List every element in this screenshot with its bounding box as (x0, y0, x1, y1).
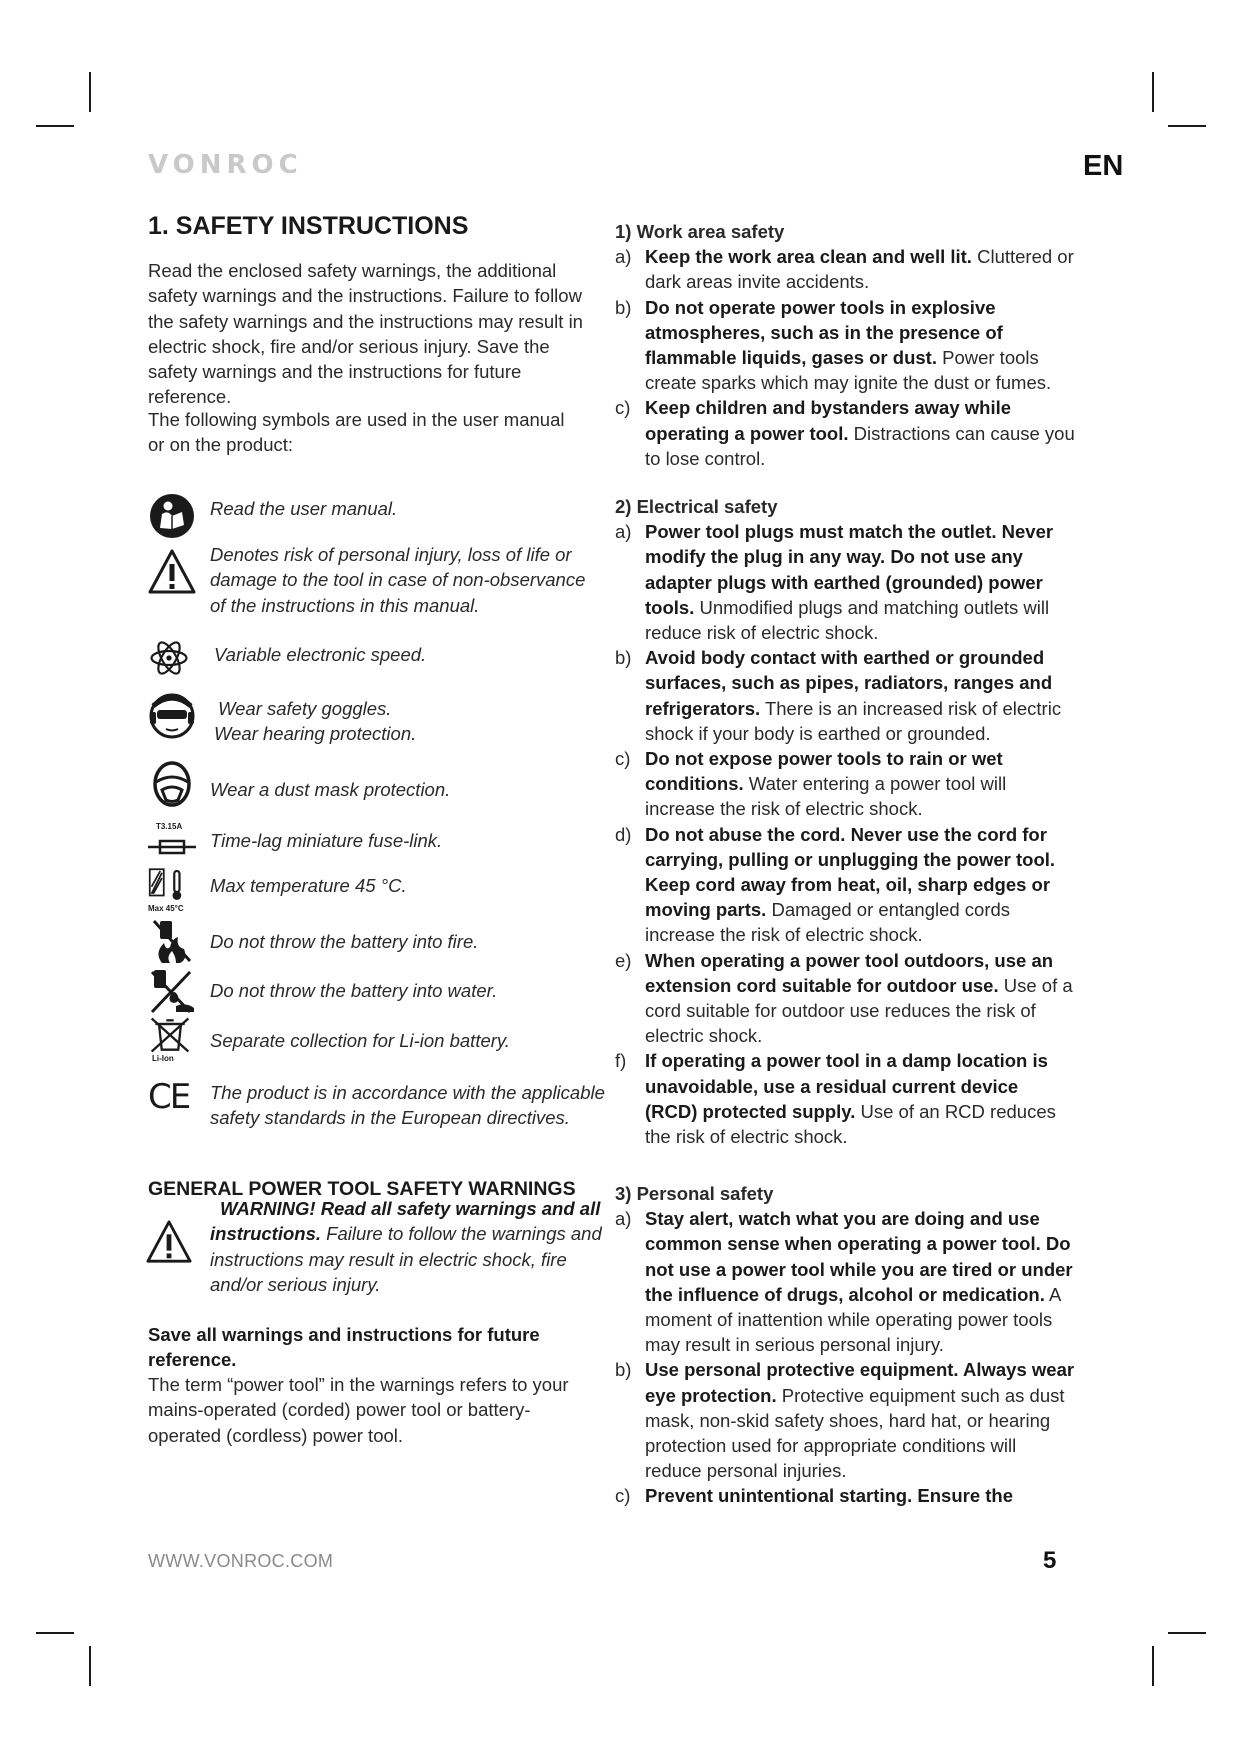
symbol-description: Separate collection for Li-ion battery. (210, 1030, 510, 1051)
symbol-row (148, 1016, 608, 1066)
goggles-ear-protection-icon (148, 692, 196, 740)
weee-bin-label: Li-Ion (152, 1054, 174, 1063)
list-item: a) Power tool plugs must match the outlet. Never modify the plug in any way. Do not use any adapter plugs with earthed (grounded) power tools. Unmodified plugs and matching outlets will reduce risk of electric shock. (615, 521, 1054, 644)
brand-logo: VONROC (148, 150, 303, 180)
general-warning-text (210, 1196, 605, 1297)
symbol-row (148, 867, 608, 917)
no-fire-icon (148, 917, 196, 965)
symbol-description: Max temperature 45 °C. (210, 875, 407, 896)
section-heading: 2) Electrical safety (615, 496, 778, 517)
general-warnings-heading: GENERAL POWER TOOL SAFETY WARNINGS (148, 1178, 576, 1200)
list-item: c) Prevent unintentional starting. Ensure the (615, 1485, 1013, 1507)
symbol-description: The product is in accordance with the applicable safety standards in the European directives. (210, 1082, 605, 1129)
page-title: 1. SAFETY INSTRUCTIONS (148, 212, 469, 240)
work-area-section (615, 219, 1075, 471)
symbol-row (148, 692, 608, 748)
symbol-description: Variable electronic speed. (214, 644, 427, 665)
symbol-description: Time-lag miniature fuse-link. (210, 830, 443, 851)
max-temperature-icon (148, 867, 196, 917)
fuse-icon (148, 822, 196, 862)
ce-mark-icon: CE (148, 1077, 190, 1117)
symbol-row (148, 492, 608, 540)
symbol-row (148, 966, 608, 1011)
symbol-description: Wear safety goggles. (218, 698, 392, 719)
crop-mark (89, 72, 91, 112)
crop-mark (1168, 125, 1206, 127)
crop-mark (89, 1646, 91, 1686)
personal-safety-section (615, 1181, 1075, 1509)
symbol-description: Denotes risk of personal injury, loss of life or damage to the tool in case of non-observance of the instructions in this manual. (210, 544, 586, 616)
intro-paragraph: Read the enclosed safety warnings, the additional safety warnings and the instructions. Failure to follow the safety warnings and the instructions may result in electric shock, fire and/or serious injury. Save the safety warnings and the instructions for future reference. (148, 260, 583, 408)
language-code: EN (1083, 150, 1124, 182)
symbol-row (148, 637, 608, 677)
crop-mark (1168, 1632, 1206, 1634)
read-manual-icon (148, 492, 196, 540)
list-item: c) Do not expose power tools to rain or wet conditions. Water entering a power tool will increase the risk of electric shock. (615, 748, 1007, 820)
symbols-intro: The following symbols are used in the user manual or on the product: (148, 409, 565, 456)
list-item: b) Use personal protective equipment. Always wear eye protection. Protective equipment such as dust mask, non-skid safety shoes, hard hat, or hearing protection used for appropriate conditions will reduce personal injuries. (615, 1359, 1075, 1482)
footer-url: WWW.VONROC.COM (148, 1551, 334, 1571)
symbol-description: Do not throw the battery into water. (210, 980, 498, 1001)
list-item: a) Keep the work area clean and well lit. Cluttered or dark areas invite accidents. (615, 246, 1074, 293)
symbol-description: Wear a dust mask protection. (210, 779, 451, 800)
save-instructions: Save all warnings and instructions for future reference. (148, 1324, 540, 1371)
list-item: d) Do not abuse the cord. Never use the cord for carrying, pulling or unplugging the power tool. Keep cord away from heat, oil, sharp edges or moving parts. Damaged or entangled cords increase the risk of electric shock. (615, 823, 1056, 946)
symbol-row (148, 1077, 608, 1158)
fuse-rating: T3.15A (156, 822, 183, 831)
symbol-description: Read the user manual. (210, 498, 398, 519)
crop-mark (36, 1632, 74, 1634)
warning-rest: Failure to follow the warnings and instructions may result in electric shock, fire and/or serious injury. (210, 1223, 602, 1295)
warning-bold: WARNING! Read all safety warnings and all instructions. (210, 1198, 601, 1245)
warning-triangle-icon (148, 548, 196, 596)
max-temperature-label: Max 45°C (148, 904, 184, 913)
symbol-description: Do not throw the battery into fire. (210, 931, 479, 952)
crop-mark (1152, 72, 1154, 112)
weee-bin-icon (148, 1016, 196, 1066)
power-tool-term: The term “power tool” in the warnings refers to your mains-operated (corded) power tool or battery-operated (cordless) power tool. (148, 1374, 569, 1446)
list-item: f) If operating a power tool in a damp location is unavoidable, use a residual current device (RCD) protected supply. Use of an RCD reduces the risk of electric shock. (615, 1050, 1056, 1148)
list-item: c) Keep children and bystanders away while operating a power tool. Distractions can cause you to lose control. (615, 397, 1075, 469)
list-item: b) Avoid body contact with earthed or grounded surfaces, such as pipes, radiators, ranges and refrigerators. There is an increased risk of electric shock if your body is earthed or grounded. (615, 647, 1062, 744)
list-item: e) When operating a power tool outdoors, use an extension cord suitable for outdoor use. Use of a cord suitable for outdoor use reduces the risk of electric shock. (615, 949, 1073, 1047)
warning-triangle-icon (146, 1219, 192, 1265)
page-number: 5 (1043, 1547, 1057, 1574)
no-water-icon (148, 966, 196, 1014)
crop-mark (36, 125, 74, 127)
symbol-row (148, 917, 608, 962)
list-item: a) Stay alert, watch what you are doing and use common sense when operating a power tool. Do not use a power tool while you are tired or under the influence of drugs, alcohol or medication. A moment of inattention while operating power tools may result in serious personal injury. (615, 1208, 1073, 1356)
electrical-safety-section (615, 494, 1075, 1149)
symbol-description: Wear hearing protection. (214, 723, 417, 744)
section-heading: 1) Work area safety (615, 221, 785, 242)
list-item: b) Do not operate power tools in explosive atmospheres, such as in the presence of flammable liquids, gases or dust. Power tools create sparks which may ignite the dust or fumes. (615, 296, 1052, 394)
symbol-row (148, 542, 608, 620)
symbol-row (148, 822, 608, 862)
crop-mark (1152, 1646, 1154, 1686)
variable-speed-icon (148, 637, 190, 679)
symbol-row (148, 760, 608, 810)
dust-mask-icon (148, 760, 196, 808)
section-heading: 3) Personal safety (615, 1183, 774, 1204)
